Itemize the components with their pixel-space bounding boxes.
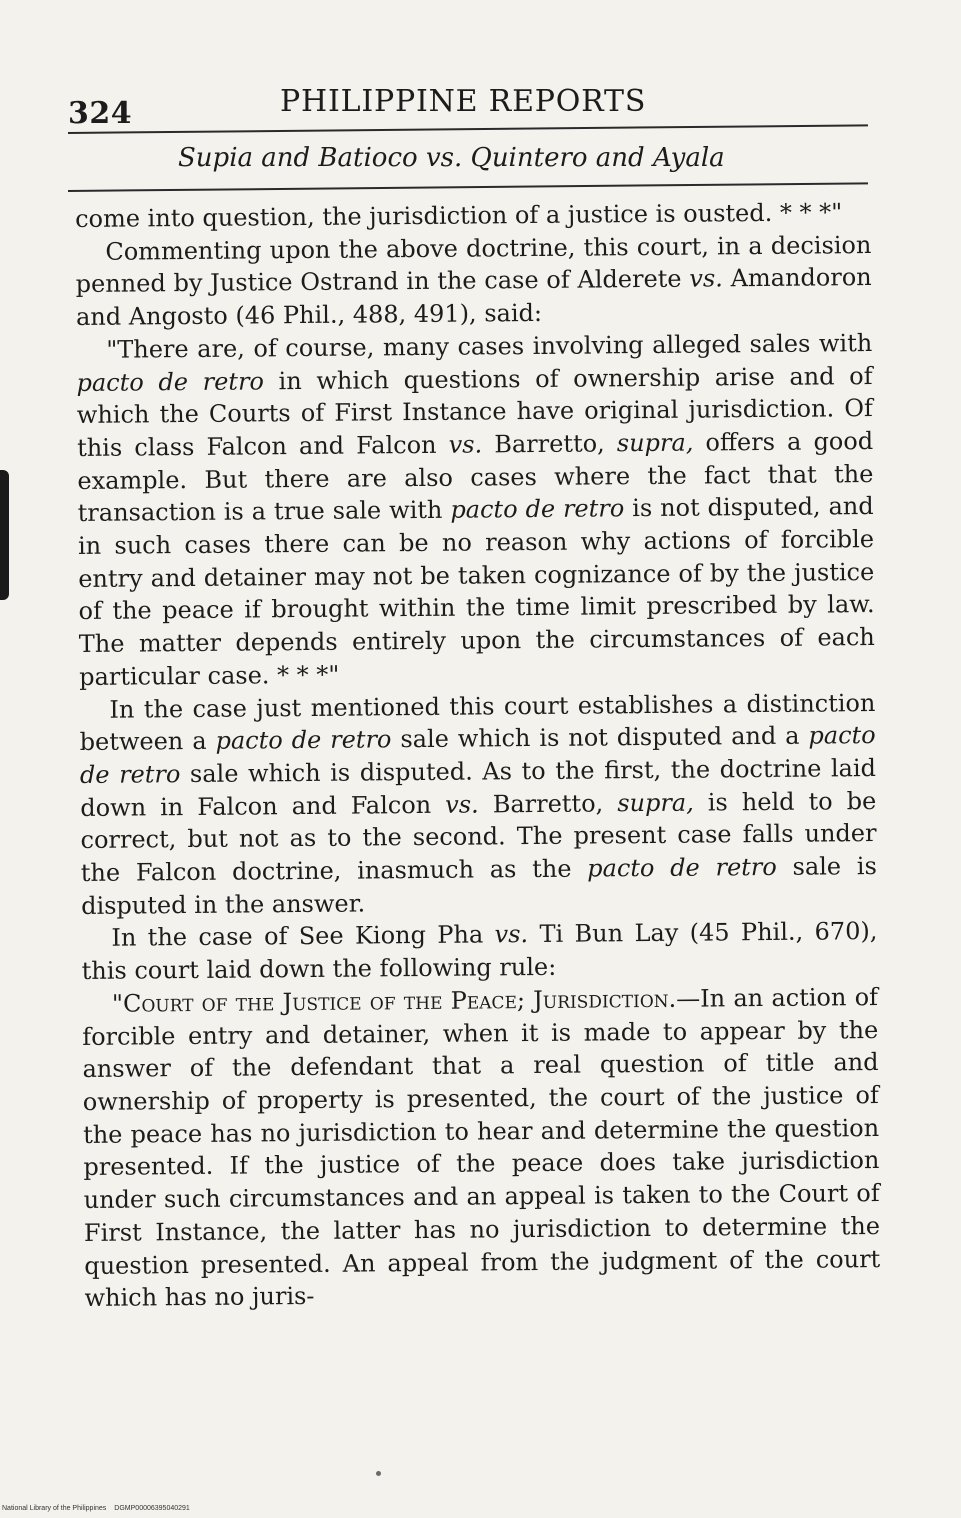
header-rule-top xyxy=(68,124,868,134)
page-number: 324 xyxy=(68,96,133,131)
book-spine-shadow xyxy=(0,470,9,600)
supra-italic: supra, xyxy=(617,788,694,817)
paragraph-6-syllabus-quote: "Court of the Justice of the Peace; Jurisdiction.—In an action of forcible entry and detainer, when it is made to appear by the answer of the defendant that a real question of title and ownership of property is presented, the court of the justice of the peace has no jurisdiction to hear and determine the question presented. If the justice of the peace does take jurisdiction under such circumstances and an appeal is taken to the Court of First Instance, the latter has no jurisdiction to determine the question presented. An appeal from the judgment of the court which has no juris- xyxy=(82,982,881,1313)
paragraph-1: come into question, the jurisdiction of a justice is ousted. * * *" xyxy=(75,198,843,233)
running-head: PHILIPPINE REPORTS xyxy=(280,84,647,119)
paragraph-3-quote: "There are, of course, many cases involving alleged sales with pacto de retro in which questions of ownership arise and of which the Courts of First Instance have original jurisdiction. Of this class Falcon and Falcon vs. Barretto, supra, offers a good example. But there are also cases where the fact that the transaction is a true sale with pacto de retro is not disputed, and in such cases there can be no reason why actions of forcible entry and detainer may not be taken cognizance of by the justice of the peace if brought within the time limit prescribed by law. The matter depends entirely upon the circumstances of each particular case. * * *" xyxy=(76,328,875,691)
footer-code: DGMP00006395040291 xyxy=(114,1505,190,1512)
paragraph-4: In the case just mentioned this court establishes a distinction between a pacto de retro sale which is not disputed and a pacto de retro sale which is disputed. As to the first, the doctrine laid down in Falcon and Falcon vs. Barretto, supra, is held to be correct, but not as to the second. The present case falls under the Falcon doctrine, inasmuch as the pacto de retro sale is disputed in the answer. xyxy=(79,688,877,920)
scan-footer xyxy=(2,1505,198,1512)
versus-italic: vs. xyxy=(445,790,479,819)
latin-term: pacto de retro xyxy=(79,721,876,789)
page-speck xyxy=(376,1471,381,1476)
case-caption: Supia and Batioco vs. Quintero and Ayala xyxy=(178,143,725,173)
versus-italic: vs. xyxy=(448,430,483,459)
paragraph-5: In the case of See Kiong Pha vs. Ti Bun Lay (45 Phil., 670), this court laid down the following rule: xyxy=(81,917,878,986)
header-rule-bottom xyxy=(68,182,868,192)
versus-italic: vs. xyxy=(689,264,723,294)
latin-term: pacto de retro xyxy=(76,366,265,397)
versus-italic: vs. xyxy=(494,920,529,949)
syllabus-heading: "Court of the Justice of the Peace; Jurisdiction. xyxy=(111,984,677,1018)
footer-library: National Library of the Philippines xyxy=(2,1505,107,1512)
supra-italic: supra, xyxy=(616,428,694,458)
paragraph-2: Commenting upon the above doctrine, this court, in a decision penned by Justice Ostrand in the case of Alderete vs. Amandoron and Angosto (46 Phil., 488, 491), said: xyxy=(75,230,872,332)
latin-term: pacto de retro xyxy=(450,494,625,525)
latin-term: pacto de retro xyxy=(587,852,777,883)
body-text xyxy=(75,196,881,1315)
latin-term: pacto de retro xyxy=(215,725,392,756)
